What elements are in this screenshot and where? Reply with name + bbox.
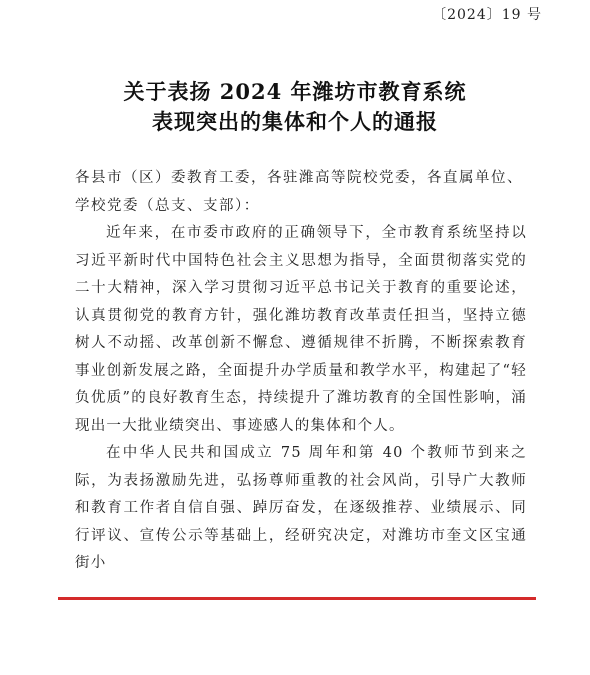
salutation: 各县市（区）委教育工委，各驻潍高等院校党委，各直属单位、学校党委（总支、支部）： bbox=[75, 170, 523, 214]
body-paragraph-2: 在中华人民共和国成立 75 周年和第 40 个教师节到来之际，为表扬激励先进，弘扬尊师重教的社会风尚，引导广大教师和教育工作者自信自强、踔厉奋发，在逐级推荐、业绩展示、同行评议、宣传公示等基础上，经研究决定，对潍坊市奎文区宝通街小 bbox=[75, 445, 527, 571]
red-divider-line bbox=[58, 597, 536, 600]
body-paragraph-1: 近年来，在市委市政府的正确领导下，全市教育系统坚持以习近平新时代中国特色社会主义思想为指导，全面贯彻落实党的二十大精神，深入学习贯彻习近平总书记关于教育的重要论述，认真贯彻党的教育方针，强化潍坊教育改革责任担当，坚持立德树人不动摇、改革创新不懈怠、遵循规律不折腾，不断探索教育事业创新发展之路，全面提升办学质量和教学水平，构建起了“轻负优质”的良好教育生态，持续提升了潍坊教育的全国性影响，涌现出一大批业绩突出、事迹感人的集体和个人。 bbox=[75, 225, 527, 434]
document-number: 〔2024〕19 号 bbox=[432, 7, 542, 23]
document-title-line-1: 关于表扬 2024 年潍坊市教育系统 bbox=[123, 79, 467, 104]
document-title-line-2: 表现突出的集体和个人的通报 bbox=[152, 109, 438, 134]
